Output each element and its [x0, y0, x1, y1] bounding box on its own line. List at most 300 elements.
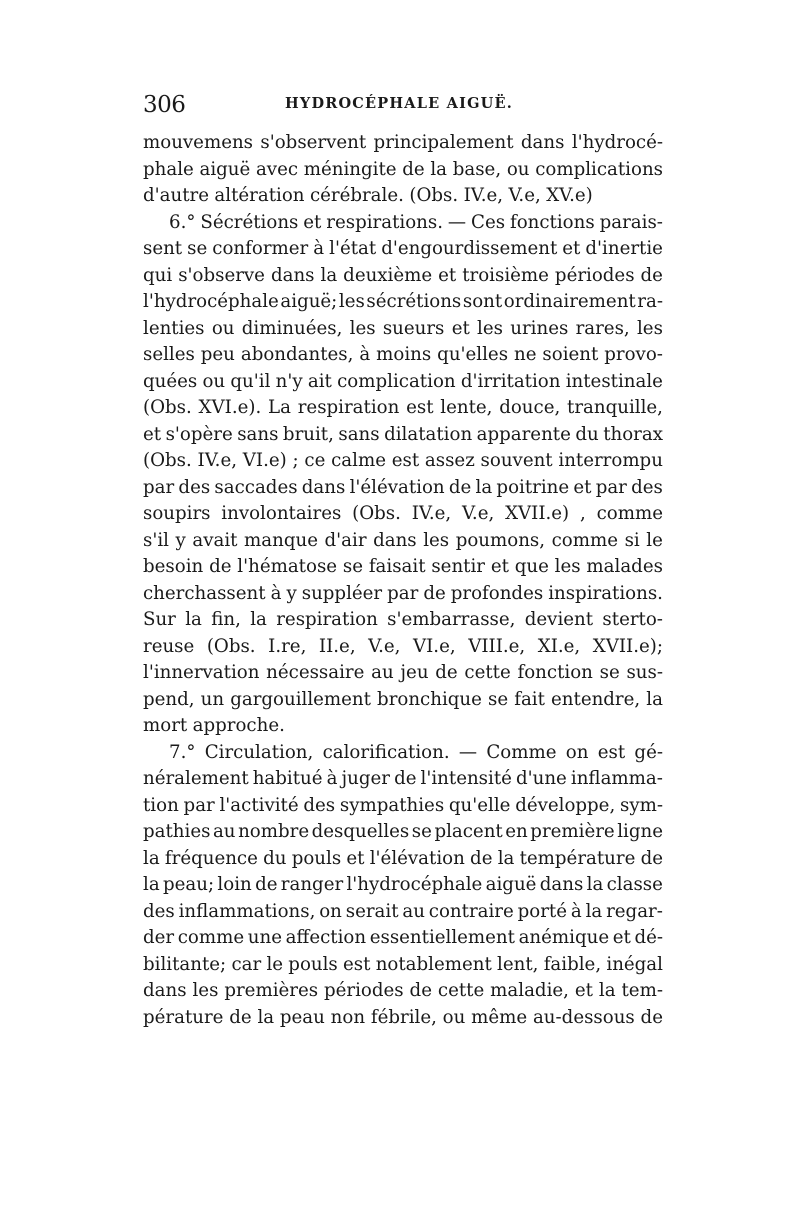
- word: La: [268, 397, 291, 418]
- word: qu'elle: [448, 794, 511, 816]
- word: porté: [517, 900, 567, 922]
- word: est: [391, 450, 420, 471]
- word: et: [143, 423, 162, 445]
- word: suppléer: [301, 582, 383, 604]
- word: les: [423, 529, 450, 551]
- word: peau;: [163, 874, 215, 895]
- word: bruit,: [282, 423, 334, 445]
- word: la: [646, 688, 663, 710]
- word: ranger: [280, 874, 344, 895]
- word: altération: [214, 185, 305, 206]
- word: base,: [452, 158, 502, 180]
- word: s'observe: [178, 264, 265, 286]
- text-line: [143, 210, 663, 237]
- word: y: [175, 529, 186, 551]
- word: n'y: [275, 370, 303, 392]
- text-line: [143, 766, 663, 793]
- word: qu'il: [230, 370, 271, 392]
- word: que: [514, 556, 549, 577]
- word: car: [231, 953, 262, 975]
- word: manque: [244, 529, 318, 551]
- word: moins: [376, 344, 432, 365]
- word: principalement: [373, 132, 514, 153]
- word: gé-: [634, 741, 663, 763]
- text-line: [143, 528, 663, 555]
- word: et: [612, 927, 631, 948]
- word: (Obs.: [143, 397, 192, 418]
- word: besoin: [143, 556, 204, 577]
- word: au: [371, 662, 394, 683]
- word: IV.e,: [463, 185, 504, 206]
- word: abondantes,: [240, 344, 354, 365]
- word: poitrine: [496, 476, 570, 498]
- word: néralement: [143, 768, 249, 789]
- word: poumons,: [455, 529, 546, 551]
- word: Sécrétions: [200, 211, 299, 233]
- word: VIII.e,: [468, 635, 526, 657]
- word: tem-: [621, 980, 663, 1001]
- word: habitué: [252, 768, 323, 789]
- word: tion: [143, 794, 179, 816]
- word: même: [471, 1006, 528, 1028]
- word: faisait: [368, 556, 426, 577]
- word: aiguë;: [280, 291, 338, 312]
- text-line: [143, 263, 663, 290]
- word: avec: [255, 158, 299, 180]
- word: d'inertie: [585, 238, 663, 259]
- body-text: [143, 130, 663, 1031]
- word: apparente: [476, 423, 571, 445]
- word: intestinale: [565, 370, 663, 392]
- text-line: [143, 581, 663, 608]
- word: par: [143, 476, 175, 498]
- word: bronchique: [377, 688, 482, 710]
- word: à: [270, 582, 282, 604]
- word: et: [451, 317, 470, 339]
- text-line: [143, 157, 663, 184]
- word: V.e,: [368, 635, 401, 657]
- word: inflammations,: [178, 900, 316, 922]
- word: la: [257, 1006, 275, 1028]
- word: du: [263, 847, 287, 869]
- word: pathies: [143, 821, 211, 842]
- text-line: [143, 289, 663, 316]
- word: les: [554, 556, 581, 577]
- word: cherchassent: [143, 582, 266, 604]
- word: classe: [606, 874, 663, 895]
- word: essentiellement: [369, 927, 515, 948]
- text-line: [143, 342, 663, 369]
- word: fréquence: [164, 847, 258, 869]
- word: ra-: [637, 291, 663, 312]
- word: placent: [434, 821, 503, 842]
- word: serait: [345, 900, 399, 922]
- word: de: [470, 847, 493, 869]
- word: fonction: [517, 662, 593, 683]
- word: périodes: [554, 264, 635, 286]
- word: la: [598, 980, 616, 1001]
- word: lenties: [143, 317, 205, 339]
- word: s'il: [143, 529, 169, 551]
- word: involontaires: [221, 503, 342, 524]
- word: qui: [143, 264, 173, 286]
- word: par: [387, 582, 419, 604]
- word: IV.e,: [197, 450, 237, 471]
- word: température: [519, 847, 636, 869]
- word: phale: [143, 158, 194, 180]
- word: l'activité: [219, 794, 299, 816]
- word: de: [394, 768, 417, 789]
- word: de: [255, 874, 278, 895]
- word: VI.e,: [412, 635, 456, 657]
- word: les: [349, 317, 376, 339]
- word: de: [209, 556, 232, 577]
- word: 6.°: [169, 211, 196, 233]
- word: sentir: [431, 556, 485, 577]
- word: urines: [510, 317, 569, 339]
- word: des: [178, 476, 211, 498]
- word: l'élévation: [369, 847, 465, 869]
- word: dans: [301, 476, 346, 498]
- word: au: [212, 821, 236, 842]
- word: les: [192, 980, 219, 1001]
- word: dans: [143, 980, 187, 1001]
- word: parais-: [599, 211, 663, 233]
- word: sym-: [619, 794, 663, 816]
- word: de: [423, 582, 446, 604]
- page-number: 306: [143, 92, 186, 118]
- text-line: [143, 687, 663, 714]
- word: du: [575, 423, 599, 445]
- word: le: [266, 953, 284, 975]
- word: cette: [437, 980, 485, 1001]
- word: d'irritation: [460, 370, 561, 392]
- word: ait: [307, 370, 332, 392]
- word: est: [343, 953, 371, 975]
- word: se: [488, 688, 509, 710]
- word: sans: [338, 423, 380, 445]
- word: fin,: [211, 609, 241, 630]
- word: ne: [513, 344, 537, 365]
- word: à: [326, 768, 338, 789]
- word: nombre: [238, 821, 310, 842]
- word: profondes: [450, 582, 544, 604]
- word: saccades: [214, 476, 298, 498]
- word: loin: [217, 874, 252, 895]
- word: fait: [514, 688, 545, 710]
- word: rares,: [575, 317, 630, 339]
- text-line: [143, 634, 663, 661]
- text-line: [143, 899, 663, 926]
- word: 7.°: [169, 741, 196, 763]
- word: der: [143, 927, 175, 948]
- word: ordinairement: [503, 291, 636, 312]
- word: si: [624, 529, 640, 551]
- word: méningite: [303, 158, 397, 180]
- word: des: [143, 900, 175, 922]
- word: sterto-: [602, 609, 663, 630]
- word: notablement: [375, 953, 492, 975]
- word: de: [640, 264, 663, 286]
- word: Circulation,: [204, 741, 314, 763]
- word: Ces: [471, 211, 506, 233]
- word: et: [490, 556, 509, 577]
- word: malades: [586, 556, 663, 577]
- word: peau: [279, 1006, 325, 1028]
- word: maladie,: [490, 980, 569, 1001]
- word: Sur: [143, 609, 176, 630]
- word: V.e,: [508, 185, 541, 206]
- word: à: [359, 344, 371, 365]
- word: XVII.e);: [592, 635, 663, 657]
- word: douce,: [499, 397, 561, 418]
- word: est: [406, 397, 434, 418]
- word: ou: [211, 317, 235, 339]
- word: inflamma-: [570, 768, 663, 789]
- word: fébrile,: [370, 1006, 437, 1028]
- word: soupirs: [143, 503, 211, 524]
- word: la: [430, 158, 448, 180]
- word: troisième: [462, 264, 549, 286]
- word: jeu: [400, 662, 429, 683]
- word: les: [636, 317, 663, 339]
- text-line: [143, 236, 663, 263]
- word: on: [319, 900, 342, 922]
- word: mouvemens: [143, 132, 254, 153]
- word: et: [573, 476, 592, 498]
- text-line: [143, 660, 663, 687]
- word: se: [599, 662, 620, 683]
- word: d'une: [515, 768, 567, 789]
- word: desquelles: [311, 821, 410, 842]
- word: ou: [506, 158, 530, 180]
- word: (Obs.: [206, 635, 256, 657]
- text-line: [143, 740, 663, 767]
- word: sans: [237, 423, 279, 445]
- word: la: [497, 847, 515, 869]
- word: on: [565, 741, 589, 763]
- word: (Obs.: [352, 503, 401, 524]
- text-line: [143, 395, 663, 422]
- word: souvent: [480, 450, 553, 471]
- text-line: [143, 554, 663, 581]
- word: XI.e,: [537, 635, 581, 657]
- word: l'innervation: [143, 662, 260, 683]
- word: l'hydrocéphale: [143, 291, 279, 312]
- word: I.re,: [268, 635, 307, 657]
- word: (Obs.: [409, 185, 459, 206]
- word: dé-: [634, 927, 663, 948]
- word: sent: [143, 238, 183, 259]
- word: contraire: [428, 900, 514, 922]
- word: respiration: [276, 609, 378, 630]
- word: selles: [143, 344, 195, 365]
- word: la: [143, 847, 160, 869]
- word: un: [200, 688, 225, 710]
- word: l'état: [329, 238, 377, 259]
- word: s'observent: [260, 132, 367, 153]
- word: y: [286, 582, 297, 604]
- word: reuse: [143, 635, 195, 657]
- word: de: [640, 847, 663, 869]
- word: XVI.e).: [198, 397, 262, 418]
- word: conformer: [212, 238, 309, 259]
- word: aiguë: [199, 158, 251, 180]
- book-page: [143, 92, 663, 1031]
- word: entendre,: [551, 688, 641, 710]
- word: dans: [539, 874, 584, 895]
- word: complications: [535, 158, 663, 180]
- word: pouls: [288, 953, 338, 975]
- word: dans: [270, 264, 315, 286]
- word: des: [303, 794, 336, 816]
- word: se: [342, 556, 363, 577]
- word: pérature: [143, 1006, 224, 1028]
- word: périodes: [324, 980, 404, 1001]
- word: en: [505, 821, 528, 842]
- word: fonctions: [509, 211, 595, 233]
- word: l'hydrocé-: [571, 132, 663, 153]
- word: au: [402, 900, 425, 922]
- word: aiguë: [485, 874, 537, 895]
- text-line: [143, 793, 663, 820]
- text-line: [143, 1005, 663, 1032]
- word: calme: [331, 450, 386, 471]
- word: dilatation: [384, 423, 473, 445]
- word: sympathies: [339, 794, 445, 816]
- word: lente,: [440, 397, 493, 418]
- text-line: [143, 422, 663, 449]
- word: à: [313, 238, 325, 259]
- word: —: [447, 211, 467, 233]
- word: assez: [424, 450, 475, 471]
- word: soient: [542, 344, 599, 365]
- word: d'engourdissement: [381, 238, 558, 259]
- word: sont: [462, 291, 503, 312]
- word: cette: [464, 662, 511, 683]
- word: comme: [596, 503, 663, 524]
- text-line: [143, 607, 663, 634]
- running-title: HYDROCÉPHALE AIGUË.: [285, 95, 514, 112]
- text-line: [143, 475, 663, 502]
- word: inspirations.: [548, 582, 663, 604]
- word: de: [435, 662, 458, 683]
- word: tranquille,: [567, 397, 663, 418]
- text-line: [143, 819, 663, 846]
- text-line: [143, 316, 663, 343]
- word: s'embarrasse,: [387, 609, 516, 630]
- word: calorification.: [322, 741, 450, 763]
- word: l'élévation: [349, 476, 445, 498]
- word: et: [574, 980, 593, 1001]
- word: II.e,: [318, 635, 356, 657]
- word: respiration: [297, 397, 400, 418]
- word: la: [320, 264, 338, 286]
- word: quées: [143, 370, 198, 392]
- word: par: [595, 476, 627, 498]
- word: provo-: [604, 344, 663, 365]
- word: de: [402, 158, 425, 180]
- word: ;: [292, 450, 299, 471]
- word: et: [346, 847, 365, 869]
- word: VI.e): [242, 450, 287, 471]
- word: lent,: [497, 953, 539, 975]
- word: complication: [337, 370, 456, 392]
- word: les: [338, 291, 365, 312]
- word: sueurs: [382, 317, 445, 339]
- word: mort: [143, 715, 188, 736]
- word: de: [448, 476, 472, 498]
- word: respirations.: [326, 211, 443, 233]
- text-line: [143, 501, 663, 528]
- word: XV.e): [546, 185, 593, 206]
- word: (Obs.: [143, 450, 192, 471]
- word: l'hématose: [237, 556, 338, 577]
- word: ligne: [617, 821, 663, 842]
- word: non: [330, 1006, 366, 1028]
- word: sécrétions: [366, 291, 462, 312]
- text-line: [143, 925, 663, 952]
- word: inégal: [606, 953, 663, 975]
- word: approche.: [192, 715, 285, 736]
- word: des: [631, 476, 663, 498]
- word: la: [250, 609, 267, 630]
- word: est: [597, 741, 626, 763]
- word: avait: [192, 529, 238, 551]
- word: qu'elles: [437, 344, 509, 365]
- text-line: [143, 183, 663, 210]
- text-line: [143, 448, 663, 475]
- word: bilitante;: [143, 953, 227, 975]
- word: nécessaire: [266, 662, 365, 683]
- word: à: [570, 900, 582, 922]
- word: la: [185, 609, 202, 630]
- word: —: [458, 741, 478, 763]
- word: Comme: [486, 741, 557, 763]
- word: XVII.e): [505, 503, 570, 524]
- word: de: [229, 1006, 252, 1028]
- word: thorax: [603, 423, 663, 445]
- word: deuxième: [343, 264, 433, 286]
- word: pouls: [291, 847, 342, 869]
- word: gargouillement: [230, 688, 371, 710]
- word: regar-: [606, 900, 663, 922]
- word: se: [187, 238, 208, 259]
- text-line: [143, 369, 663, 396]
- text-line: [143, 952, 663, 979]
- word: et: [562, 238, 581, 259]
- text-line: [143, 130, 663, 157]
- word: ou: [442, 1006, 466, 1028]
- word: par: [183, 794, 215, 816]
- word: d'autre: [143, 185, 209, 206]
- word: ou: [202, 370, 226, 392]
- word: une: [247, 927, 282, 948]
- word: se: [411, 821, 432, 842]
- word: le: [646, 529, 663, 551]
- text-line: [143, 846, 663, 873]
- word: pend,: [143, 688, 195, 710]
- word: les: [477, 317, 503, 339]
- word: comme: [177, 927, 245, 948]
- word: faible,: [543, 953, 602, 975]
- word: diminuées,: [241, 317, 343, 339]
- word: affection: [285, 927, 367, 948]
- word: la: [475, 476, 493, 498]
- word: anémique: [518, 927, 610, 948]
- word: interrompu: [558, 450, 663, 471]
- word: dans: [520, 132, 565, 153]
